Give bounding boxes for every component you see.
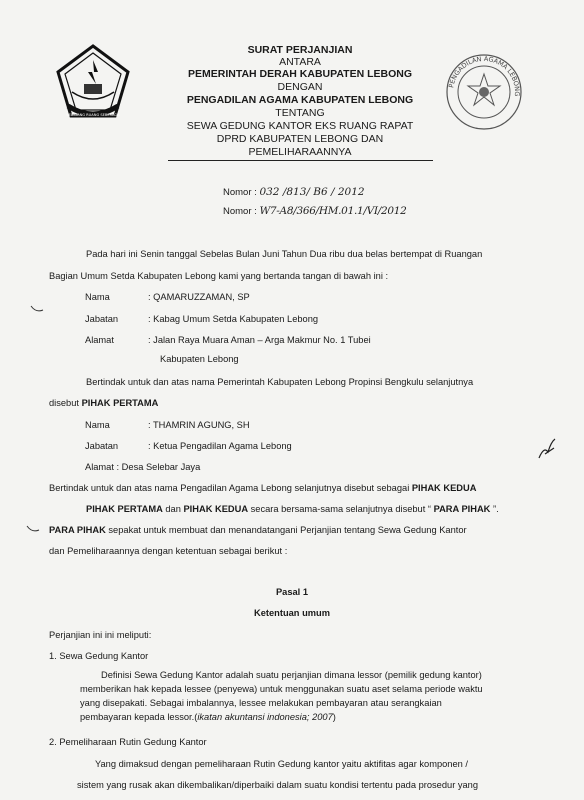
pasal-heading: Pasal 1 [275,587,309,597]
title-sewa-gedung: SEWA GEDUNG KANTOR EKS RUANG RAPAT [186,120,414,132]
scan-mark-left-1 [30,304,44,314]
nomor-2-label: Nomor : [223,206,257,217]
p2-jabatan-value: : Ketua Pengadilan Agama Lebong [148,441,292,451]
p1-nama-value: : QAMARUZZAMAN, SP [148,292,250,302]
title-dprd: DPRD KABUPATEN LEBONG DAN [216,133,384,145]
p2-alamat: Alamat : Desa Selebar Jaya [85,462,201,472]
nomor-2-value: W7-A8/366/HM.01.1/VI/2012 [259,205,407,217]
p1-jabatan-value: : Kabag Umum Setda Kabupaten Lebong [148,314,319,324]
nomor-1-label: Nomor : [223,187,257,198]
pem-line-2: sistem yang rusak akan dikembalikan/diperbaiki dalam suatu kondisi tertentu pada prosedur yang [77,780,479,790]
para-pihak-line: PIHAK PERTAMA dan PIHAK KEDUA secara bersama-sama selanjutnya disebut “ PARA PIHAK ”. [86,504,499,514]
title-surat-perjanjian: SURAT PERJANJIAN [247,44,353,56]
p1-nama-label: Nama [85,292,110,302]
p1-alamat-value: : Jalan Raya Muara Aman – Arga Makmur No. 1 Tubei [148,335,371,345]
item-1-heading: 1. Sewa Gedung Kantor [49,651,149,661]
title-antara: ANTARA [279,56,321,68]
p2-jabatan-label: Jabatan [85,441,119,451]
p1-alamat-label: Alamat [85,335,114,345]
nomor-1-value: 032 /813/ B6 / 2012 [259,186,365,198]
intro-line-1: Pada hari ini Senin tanggal Sebelas Bulan Juni Tahun Dua ribu dua belas bertempat di Ruangan [86,249,483,259]
act1-line-a: Bertindak untuk dan atas nama Pemerintah Kabupaten Lebong Propinsi Bengkulu selanjutnya [86,377,474,387]
nomor-1 [223,186,365,198]
def-line-3: yang disepakati. Sebagai imbalannya, lessee melakukan pembayaran atau serangkaian [80,698,442,708]
def-line-4: pembayaran kepada lessor.(ikatan akuntansi indonesia; 2007) [80,712,336,722]
pasal-subheading: Ketentuan umum [254,608,330,618]
meliputi-line: Perjanjian ini ini meliputi: [49,630,152,640]
nomor-2 [223,205,407,217]
agree-line-1: PARA PIHAK sepakat untuk membuat dan menandatangani Perjanjian tentang Sewa Gedung Kantor [49,525,467,535]
act1-line-b: disebut PIHAK PERTAMA [49,398,159,408]
p1-jabatan-label: Jabatan [85,314,119,324]
p2-nama-label: Nama [85,420,110,430]
title-pemeliharaan: PEMELIHARAANNYA [248,146,352,158]
p1-alamat-value-2: Kabupaten Lebong [160,354,239,364]
title-pengadilan: PENGADILAN AGAMA KABUPATEN LEBONG [186,94,414,106]
agree-line-2: dan Pemeliharaannya dengan ketentuan sebagai berikut : [49,546,288,556]
act2-line: Bertindak untuk dan atas nama Pengadilan Agama Lebong selanjutnya disebut sebagai PIHAK KEDUA [49,483,477,493]
pengadilan-agama-seal-icon [444,52,524,132]
p2-nama-value: : THAMRIN AGUNG, SH [148,420,250,430]
right-seal-ring-text: PENGADILAN AGAMA LEBONG [447,54,522,97]
scan-mark-left-2 [26,524,40,534]
title-tentang: TENTANG [275,107,325,119]
kabupaten-lebong-emblem-icon [56,44,130,122]
def-line-2: memberikan hak kepada lessee (penyewa) untuk menggunakan suatu aset selama periode waktu [80,684,483,694]
intro-line-2: Bagian Umum Setda Kabupaten Lebong kami yang bertanda tangan di bawah ini : [49,271,389,281]
header-underline [168,160,433,161]
left-logo-motto: SEBIDANG RUANG SEBERAGA [66,113,120,117]
title-dengan: DENGAN [277,81,323,93]
def-line-1: Definisi Sewa Gedung Kantor adalah suatu perjanjian dimana lessor (pemilik gedung kantor) [101,670,482,680]
paraf-initial-icon [536,436,558,462]
pem-line-1: Yang dimaksud dengan pemeliharaan Rutin Gedung kantor yaitu aktifitas agar komponen / [95,759,468,769]
title-pemerintah: PEMERINTAH DERAH KABUPATEN LEBONG [187,68,412,80]
item-2-heading: 2. Pemeliharaan Rutin Gedung Kantor [49,737,207,747]
